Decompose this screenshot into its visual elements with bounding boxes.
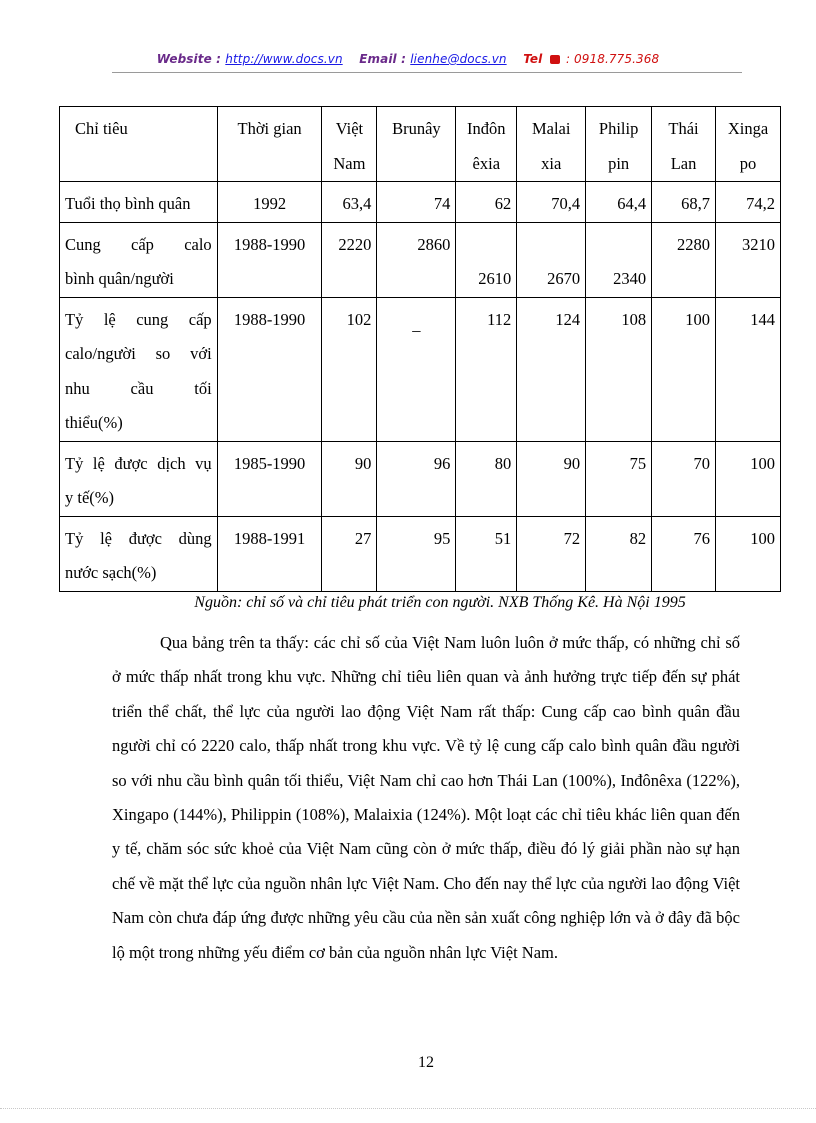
cell-singapore: 74,2 <box>715 182 780 223</box>
header-thailand: Thái Lan <box>652 107 716 182</box>
header-philippines: Philip pin <box>586 107 652 182</box>
email-link[interactable]: lienhe@docs.vn <box>410 52 507 66</box>
cell-vietnam: 27 <box>322 516 377 591</box>
row-indicator: Tỷ lệ cung cấp calo/người so với nhu cầu tối thiểu(%) <box>60 297 218 441</box>
cell-vietnam: 63,4 <box>322 182 377 223</box>
header-indicator: Chỉ tiêu <box>60 107 218 182</box>
cell-malaysia: 2670 <box>517 222 586 297</box>
cell-malaysia: 90 <box>517 441 586 516</box>
row-indicator: Tỷ lệ được dùng nước sạch(%) <box>60 516 218 591</box>
table-source: Nguồn: chỉ số và chỉ tiêu phát triển con người. NXB Thống Kê. Hà Nội 1995 <box>194 594 686 611</box>
tel-label: Tel <box>523 52 543 66</box>
cell-singapore: 100 <box>715 516 780 591</box>
cell-vietnam: 90 <box>322 441 377 516</box>
cell-singapore: 144 <box>715 297 780 441</box>
cell-indonesia: 80 <box>456 441 517 516</box>
cell-brunei: _ <box>377 297 456 441</box>
cell-vietnam: 102 <box>322 297 377 441</box>
cell-malaysia: 70,4 <box>517 182 586 223</box>
row-time: 1988-1990 <box>217 222 322 297</box>
cell-singapore: 100 <box>715 441 780 516</box>
telephone-icon <box>550 55 560 64</box>
cell-brunei: 96 <box>377 441 456 516</box>
header-vietnam: Việt Nam <box>322 107 377 182</box>
cell-indonesia: 51 <box>456 516 517 591</box>
cell-philippines: 75 <box>586 441 652 516</box>
paragraph-text: Qua bảng trên ta thấy: các chỉ số của Việt Nam luôn luôn ở mức thấp, có những chỉ số ở mức thấp nhất trong khu vực. Những chỉ tiêu liên quan và ảnh hưởng trực tiếp đến sự phát triển thể chất, thể lực của người lao động Việt Nam rất thấp: Cung cấp cao bình quân đầu người chỉ có 2220 calo, thấp nhất trong khu vực. Về tỷ lệ cung cấp calo bình quân đầu người so với nhu cầu bình quân tối thiểu, Việt Nam chỉ cao hơn Thái Lan (100%), Inđônêxa (122%), Xingapo (144%), Philippin (108%), Malaixia (124%). Một loạt các chỉ tiêu khác liên quan đến y tế, chăm sóc sức khoẻ của Việt Nam cũng còn ở mức thấp, điều đó lý giải phần nào sự hạn chế về mặt thể lực của nguồn nhân lực Việt Nam. Cho đến nay thể lực của người lao động Việt Nam còn chưa đáp ứng được những yêu cầu của nền sản xuất công nghiệp lớn và ở đây đã bộc lộ một trong những yếu điểm cơ bản của nguồn nhân lực Việt Nam. <box>112 633 740 962</box>
header-singapore: Xinga po <box>715 107 780 182</box>
cell-indonesia: 112 <box>456 297 517 441</box>
website-label: Website : <box>156 52 222 66</box>
page-number: 12 <box>418 1054 434 1071</box>
cell-malaysia: 72 <box>517 516 586 591</box>
indicator-table <box>59 106 781 592</box>
table-row <box>60 222 781 297</box>
header-malaysia: Malai xia <box>517 107 586 182</box>
table-row <box>60 441 781 516</box>
cell-philippines: 64,4 <box>586 182 652 223</box>
table-row <box>60 297 781 441</box>
header-indonesia: Inđôn êxia <box>456 107 517 182</box>
cell-brunei: 2860 <box>377 222 456 297</box>
row-indicator: Tuổi thọ bình quân <box>60 182 218 223</box>
cell-thailand: 68,7 <box>652 182 716 223</box>
cell-malaysia: 124 <box>517 297 586 441</box>
table-row <box>60 182 781 223</box>
footer-rule <box>0 1108 816 1109</box>
row-time: 1988-1990 <box>217 297 322 441</box>
cell-singapore: 3210 <box>715 222 780 297</box>
row-indicator: Tỷ lệ được dịch vụ y tế(%) <box>60 441 218 516</box>
table-header-row <box>60 107 781 182</box>
cell-thailand: 100 <box>652 297 716 441</box>
cell-brunei: 95 <box>377 516 456 591</box>
cell-brunei: 74 <box>377 182 456 223</box>
email-separator: : <box>401 52 406 66</box>
page-header <box>0 52 816 66</box>
cell-philippines: 2340 <box>586 222 652 297</box>
header-rule <box>112 72 742 73</box>
row-time: 1985-1990 <box>217 441 322 516</box>
row-indicator: Cung cấp calo bình quân/người <box>60 222 218 297</box>
header-brunei: Brunây <box>377 107 456 182</box>
cell-thailand: 76 <box>652 516 716 591</box>
row-time: 1988-1991 <box>217 516 322 591</box>
cell-indonesia: 2610 <box>456 222 517 297</box>
cell-philippines: 108 <box>586 297 652 441</box>
row-time: 1992 <box>217 182 322 223</box>
table-row <box>60 516 781 591</box>
cell-indonesia: 62 <box>456 182 517 223</box>
website-link[interactable]: http://www.docs.vn <box>225 52 343 66</box>
email-label: Email <box>359 52 397 66</box>
cell-thailand: 70 <box>652 441 716 516</box>
cell-thailand: 2280 <box>652 222 716 297</box>
tel-value: : 0918.775.368 <box>565 52 660 66</box>
header-time: Thời gian <box>217 107 322 182</box>
cell-vietnam: 2220 <box>322 222 377 297</box>
body-paragraph <box>112 626 740 970</box>
cell-philippines: 82 <box>586 516 652 591</box>
